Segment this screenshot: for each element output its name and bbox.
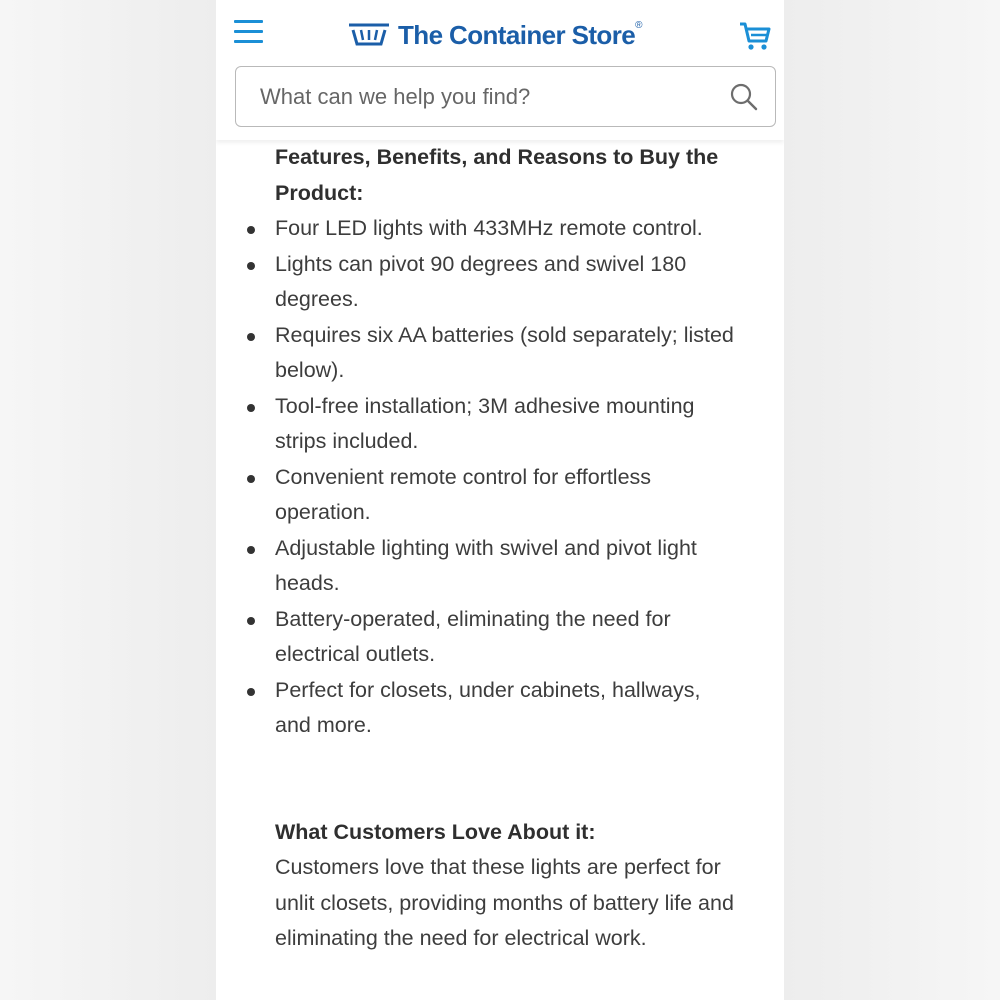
list-item: Requires six AA batteries (sold separately; listed below). bbox=[275, 318, 745, 389]
background-right bbox=[784, 0, 1000, 1000]
container-logo-icon bbox=[348, 23, 390, 47]
hamburger-menu-icon[interactable] bbox=[234, 18, 264, 46]
list-item: Lights can pivot 90 degrees and swivel 180 degrees. bbox=[275, 247, 745, 318]
customers-love-text: Customers love that these lights are perfect for unlit closets, providing months of battery life and eliminating the need for electrical work. bbox=[275, 855, 734, 950]
background-left bbox=[0, 0, 216, 1000]
features-list bbox=[275, 211, 745, 744]
search-input[interactable] bbox=[260, 81, 700, 113]
list-item: Four LED lights with 433MHz remote control. bbox=[275, 211, 745, 247]
logo-name: The Container Store bbox=[398, 19, 636, 50]
list-item: Tool-free installation; 3M adhesive mounting strips included. bbox=[275, 389, 745, 460]
site-header bbox=[216, 0, 784, 140]
mobile-page bbox=[216, 0, 784, 1000]
list-item: Convenient remote control for effortless operation. bbox=[275, 460, 745, 531]
search-bar bbox=[235, 66, 776, 127]
logo-text bbox=[398, 20, 642, 51]
features-heading: Features, Benefits, and Reasons to Buy the Product: bbox=[275, 145, 719, 205]
search-icon[interactable] bbox=[729, 82, 759, 112]
customers-love-heading: What Customers Love About it: bbox=[275, 820, 596, 844]
logo-registered-mark: ® bbox=[635, 19, 642, 31]
store-logo[interactable] bbox=[348, 18, 642, 52]
list-item: Adjustable lighting with swivel and pivot light heads. bbox=[275, 531, 745, 602]
list-item: Perfect for closets, under cabinets, hallways, and more. bbox=[275, 673, 745, 744]
list-item: Battery-operated, eliminating the need for electrical outlets. bbox=[275, 602, 745, 673]
shopping-cart-icon[interactable] bbox=[738, 20, 772, 52]
